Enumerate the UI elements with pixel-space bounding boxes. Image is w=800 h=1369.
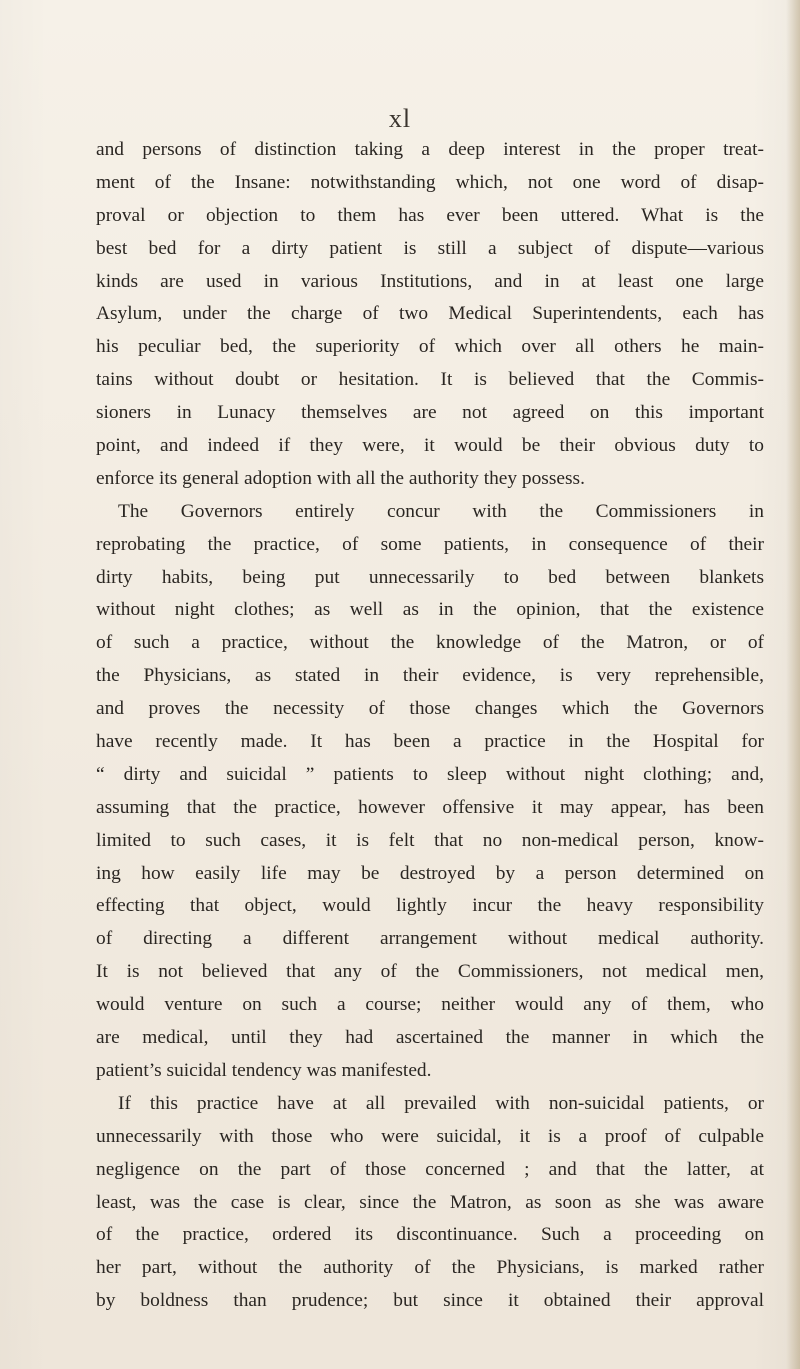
text-line: “ dirty and suicidal ” patients to sleep without night clothing; and,	[96, 763, 764, 785]
text-line: the Physicians, as stated in their evidence, is very reprehensible,	[96, 665, 764, 687]
text-line: patient’s suicidal tendency was manifested.	[96, 1059, 432, 1081]
text-line: are medical, until they had ascertained the manner in which the	[96, 1027, 764, 1049]
text-line: and persons of distinction taking a deep interest in the proper treat-	[96, 139, 764, 160]
text-line: Asylum, under the charge of two Medical Superintendents, each has	[96, 303, 764, 325]
text-line: of directing a different arrangement without medical authority.	[96, 928, 764, 950]
text-line: without night clothes; as well as in the opinion, that the existence	[96, 599, 764, 621]
text-line: dirty habits, being put unnecessarily to bed between blankets	[96, 566, 764, 588]
text-line: point, and indeed if they were, it would be their obvious duty to	[96, 435, 764, 457]
page-edge-shadow	[786, 0, 800, 1369]
text-line: negligence on the part of those concerned ; and that the latter, at	[96, 1158, 764, 1180]
text-line: by boldness than prudence; but since it obtained their approval	[96, 1290, 764, 1312]
text-line: The Governors entirely concur with the Commissioners in	[118, 500, 764, 522]
text-line: ment of the Insane: notwithstanding which, not one word of disap-	[96, 171, 764, 193]
text-line: of such a practice, without the knowledge of the Matron, or of	[96, 632, 764, 654]
paragraph	[96, 1088, 764, 1318]
text-line: his peculiar bed, the superiority of which over all others he main-	[96, 336, 764, 358]
paragraph	[96, 496, 764, 1088]
text-line: least, was the case is clear, since the Matron, as soon as she was aware	[96, 1191, 764, 1213]
text-line: would venture on such a course; neither would any of them, who	[96, 994, 764, 1016]
text-line: kinds are used in various Institutions, and in at least one large	[96, 270, 764, 292]
text-line: reprobating the practice, of some patients, in consequence of their	[96, 533, 764, 555]
body-text	[96, 134, 764, 1318]
text-line: effecting that object, would lightly incur the heavy responsibility	[96, 895, 764, 917]
text-line: have recently made. It has been a practice in the Hospital for	[96, 731, 764, 753]
text-line: It is not believed that any of the Commissioners, not medical men,	[96, 961, 764, 983]
paragraph	[96, 134, 764, 496]
text-line: assuming that the practice, however offensive it may appear, has been	[96, 796, 764, 818]
text-line: her part, without the authority of the Physicians, is marked rather	[96, 1257, 764, 1279]
text-line: and proves the necessity of those changes which the Governors	[96, 698, 764, 720]
text-line: sioners in Lunacy themselves are not agreed on this important	[96, 402, 764, 424]
text-line: unnecessarily with those who were suicidal, it is a proof of culpable	[96, 1125, 764, 1147]
text-line: If this practice have at all prevailed with non-suicidal patients, or	[118, 1092, 764, 1114]
text-line: best bed for a dirty patient is still a subject of dispute—various	[96, 237, 764, 259]
text-line: enforce its general adoption with all the authority they possess.	[96, 467, 585, 489]
page-number: xl	[388, 104, 412, 133]
text-line: proval or objection to them has ever been uttered. What is the	[96, 204, 764, 226]
text-line: tains without doubt or hesitation. It is believed that the Commis-	[96, 369, 764, 391]
text-line: ing how easily life may be destroyed by a person determined on	[96, 862, 764, 884]
text-line: limited to such cases, it is felt that no non-medical person, know-	[96, 829, 764, 851]
text-line: of the practice, ordered its discontinuance. Such a proceeding on	[96, 1224, 764, 1246]
